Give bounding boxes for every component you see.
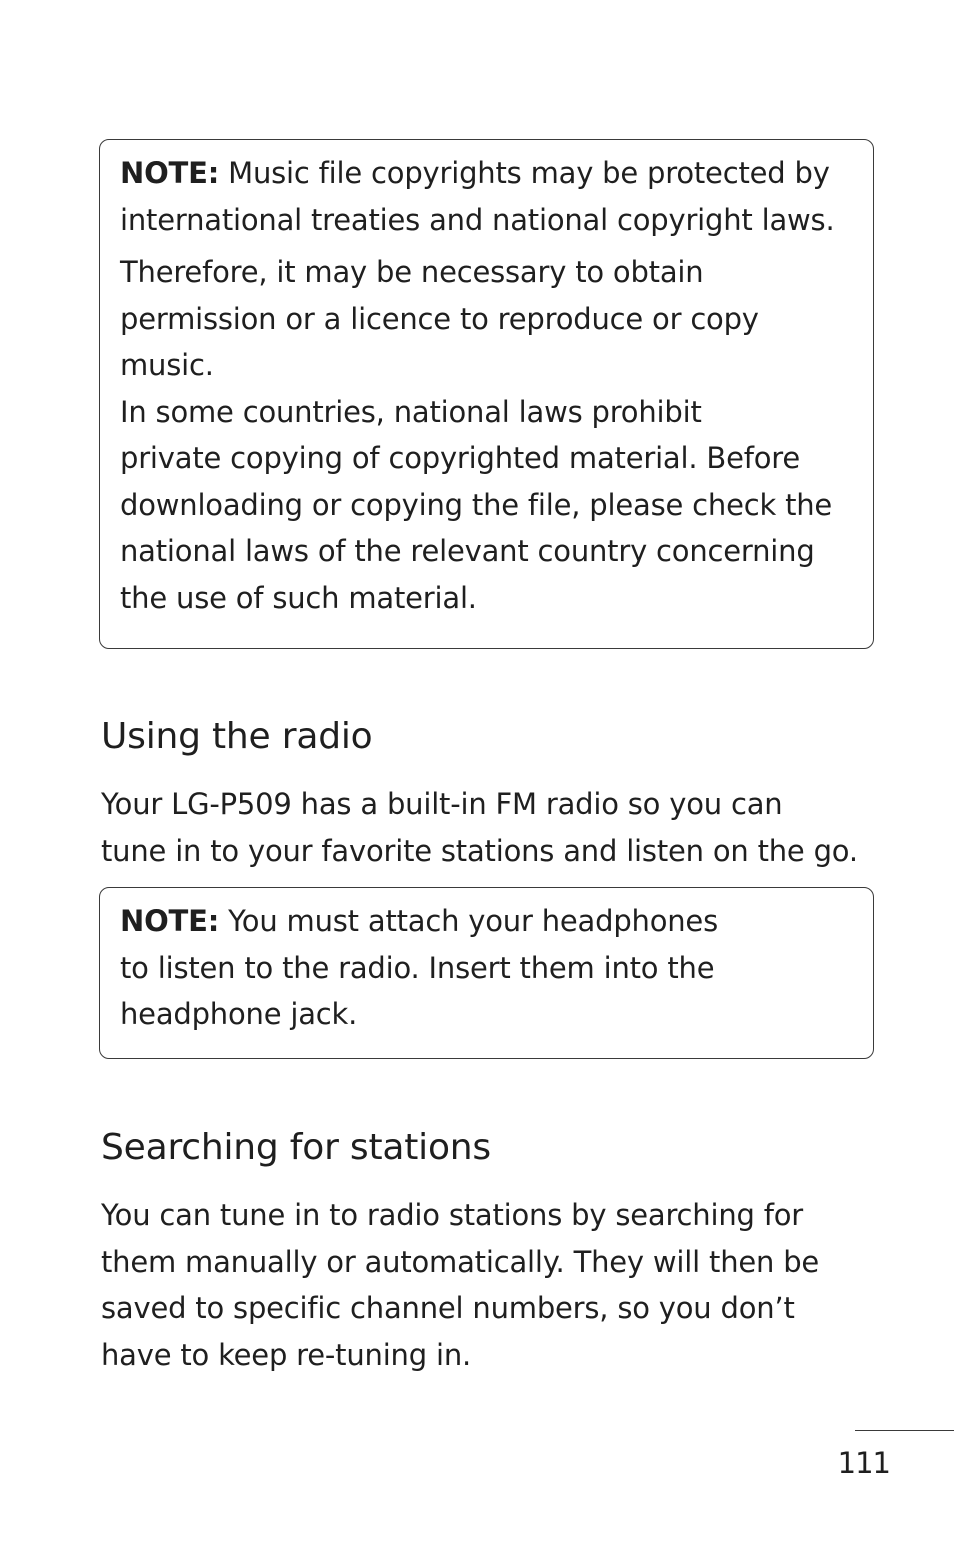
page-number: 111 [837, 1446, 890, 1480]
copyright-note-box [99, 139, 874, 649]
note-line: national laws of the relevant country concerning [120, 534, 815, 568]
note-line: international treaties and national copyright laws. [120, 202, 835, 237]
paragraph-line: have to keep re-tuning in. [101, 1337, 472, 1372]
paragraph-line: them manually or automatically. They will then be [101, 1244, 820, 1279]
note-line-text: You must attach your headphones [219, 904, 718, 938]
copyright-note-countries [120, 389, 855, 622]
note-line-text: Music file copyrights may be protected by [219, 156, 830, 190]
paragraph-line: saved to specific channel numbers, so you don’t [101, 1291, 795, 1325]
note-line [120, 150, 855, 197]
note-line: private copying of copyrighted material. Before [120, 441, 801, 475]
note-line: permission or a licence to reproduce or copy [120, 301, 759, 336]
note-line: Therefore, it may be necessary to obtain [120, 255, 704, 289]
paragraph-line: tune in to your favorite stations and listen on the go. [101, 833, 858, 868]
note-label: NOTE: [120, 156, 220, 190]
footer-rule [855, 1430, 954, 1431]
paragraph-line: You can tune in to radio stations by searching for [101, 1198, 804, 1232]
headphones-note-box [99, 887, 874, 1059]
copyright-note-intro [120, 150, 855, 243]
note-line: In some countries, national laws prohibit [120, 394, 702, 429]
section-heading-using-radio: Using the radio [101, 716, 373, 757]
note-line: headphone jack. [120, 997, 358, 1031]
section-heading-searching-stations: Searching for stations [101, 1127, 491, 1168]
copyright-note-permission [120, 249, 855, 389]
note-line: downloading or copying the file, please check the [120, 487, 833, 522]
note-label: NOTE: [120, 904, 220, 938]
note-line: music. [120, 348, 214, 382]
headphones-note-text [120, 898, 855, 1038]
paragraph-line: Your LG-P509 has a built-in FM radio so you can [101, 787, 783, 821]
searching-stations-paragraph [101, 1192, 819, 1378]
radio-intro-paragraph [101, 781, 858, 874]
note-line [120, 898, 855, 945]
note-line: to listen to the radio. Insert them into the [120, 950, 715, 985]
note-line: the use of such material. [120, 580, 477, 615]
